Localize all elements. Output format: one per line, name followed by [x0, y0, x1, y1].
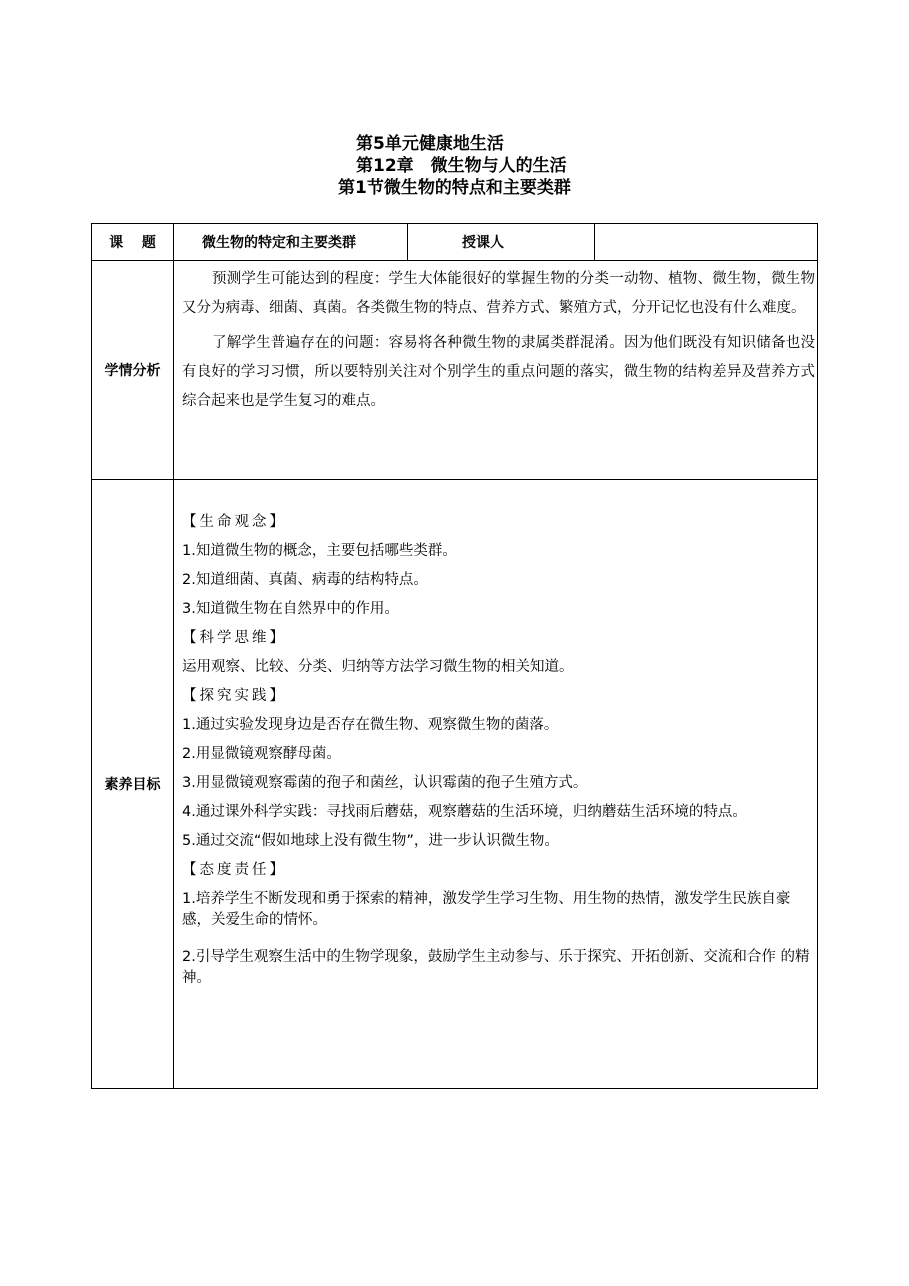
- lesson-plan-table: [91, 223, 818, 1089]
- unit-title: 第5单元健康地生活: [356, 134, 504, 154]
- goals-content: [174, 480, 818, 1089]
- teacher-label: 授课人: [408, 224, 595, 261]
- analysis-paragraph-1: 预测学生可能达到的程度：学生大体能很好的掌握生物的分类一动物、植物、微生物，微生物又分为病毒、细菌、真菌。各类微生物的特点、营养方式、繁殖方式，分开记忆也没有什么难度。: [182, 271, 815, 316]
- list-item: 5.通过交流“假如地球上没有微生物”，进一步认识微生物。: [182, 833, 559, 849]
- list-item: 1.知道微生物的概念，主要包括哪些类群。: [182, 543, 457, 559]
- list-item: 2.引导学生观察生活中的生物学现象，鼓励学生主动参与、乐于探究、开拓创新、交流和合作 的精神。: [182, 949, 810, 986]
- list-item: 1.培养学生不断发现和勇于探索的精神，激发学生学习生物、用生物的热情，激发学生民族自豪感，关爱生命的情怀。: [182, 891, 791, 928]
- science-thinking-heading: 【科学思维】: [182, 630, 287, 646]
- attitude-responsibility-heading: 【态度责任】: [182, 862, 287, 878]
- list-item: 运用观察、比较、分类、归纳等方法学习微生物的相关知道。: [182, 659, 574, 675]
- section-title: 第1节微生物的特点和主要类群: [338, 178, 571, 198]
- analysis-content: [174, 261, 818, 480]
- list-item: 4.通过课外科学实践：寻找雨后蘑菇，观察蘑菇的生活环境，归纳蘑菇生活环境的特点。: [182, 804, 747, 820]
- goals-row: [92, 480, 818, 1089]
- list-item: 1.通过实验发现身边是否存在微生物、观察微生物的菌落。: [182, 717, 559, 733]
- life-concept-heading: 【生命观念】: [182, 514, 287, 530]
- chapter-title: 第12章 微生物与人的生活: [356, 156, 567, 176]
- list-item: 3.知道微生物在自然界中的作用。: [182, 601, 399, 617]
- topic-label: 课 题: [92, 224, 174, 261]
- topic-value: 微生物的特定和主要类群: [174, 224, 408, 261]
- list-item: 2.知道细菌、真菌、病毒的结构特点。: [182, 572, 428, 588]
- topic-row: [92, 224, 818, 261]
- analysis-paragraph-2: 了解学生普遍存在的问题：容易将各种微生物的隶属类群混淆。因为他们既没有知识储备也没有良好的学习习惯，所以要特别关注对个别学生的重点问题的落实，微生物的结构差异及营养方式综合起来也是学生复习的难点。: [182, 335, 815, 409]
- inquiry-practice-heading: 【探究实践】: [182, 688, 287, 704]
- goals-label: 素养目标: [92, 480, 174, 1089]
- analysis-row: [92, 261, 818, 480]
- list-item: 3.用显微镜观察霉菌的孢子和菌丝，认识霉菌的孢子生殖方式。: [182, 775, 588, 791]
- list-item: 2.用显微镜观察酵母菌。: [182, 746, 341, 762]
- analysis-label: 学情分析: [92, 261, 174, 480]
- teacher-value: [595, 224, 818, 261]
